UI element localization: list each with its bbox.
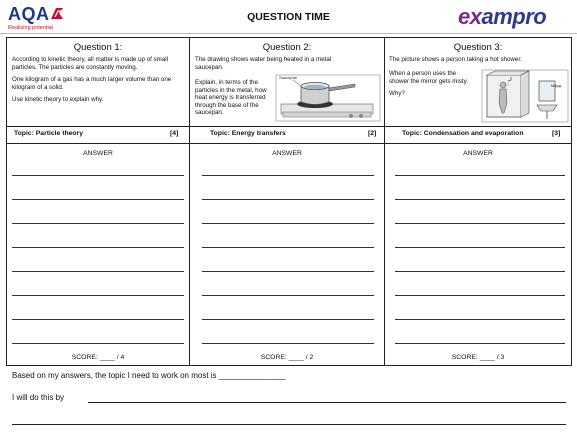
aqa-tagline: Realising potential bbox=[8, 25, 53, 31]
answer-line[interactable] bbox=[202, 199, 374, 200]
answer-line[interactable] bbox=[12, 175, 184, 176]
question-1-marks: [4] bbox=[170, 130, 179, 137]
plan-answer-line[interactable] bbox=[12, 424, 566, 425]
column-divider-2 bbox=[384, 37, 385, 366]
shower-figure bbox=[481, 69, 569, 123]
question-3-marks: [3] bbox=[552, 130, 561, 137]
mirror-label: Mirror bbox=[551, 83, 562, 88]
question-2-answer-label: ANSWER bbox=[272, 150, 302, 157]
question-3-paragraph: Why? bbox=[389, 90, 405, 98]
answer-line[interactable] bbox=[12, 223, 184, 224]
question-3-prompt bbox=[389, 70, 475, 103]
answer-line[interactable] bbox=[202, 175, 374, 176]
answer-line[interactable] bbox=[395, 343, 565, 344]
answer-line[interactable] bbox=[395, 199, 565, 200]
answer-line[interactable] bbox=[395, 271, 565, 272]
question-3-answer-label: ANSWER bbox=[463, 150, 493, 157]
page-title: QUESTION TIME bbox=[247, 11, 330, 23]
answer-line[interactable] bbox=[202, 319, 374, 320]
answer-line[interactable] bbox=[202, 343, 374, 344]
answer-line[interactable] bbox=[12, 247, 184, 248]
plan-answer-line[interactable] bbox=[88, 402, 566, 403]
answer-line[interactable] bbox=[202, 271, 374, 272]
column-divider-1 bbox=[189, 37, 190, 366]
question-1-paragraph: Use kinetic theory to explain why. bbox=[12, 96, 104, 104]
question-1-topic: Topic: Particle theory bbox=[14, 130, 83, 137]
question-1-paragraph: According to kinetic theory, all matter is made up of small particles. The particles are constantly moving. bbox=[12, 56, 169, 71]
question-2-marks: [2] bbox=[368, 130, 377, 137]
question-2-topic: Topic: Energy transfers bbox=[210, 130, 286, 137]
answer-line[interactable] bbox=[395, 175, 565, 176]
answer-line[interactable] bbox=[12, 343, 184, 344]
answer-line[interactable] bbox=[202, 295, 374, 296]
question-1-paragraph: One kilogram of a gas has a much larger volume than one kilogram of a solid. bbox=[12, 76, 172, 91]
grid-right-border bbox=[571, 37, 572, 366]
answer-line[interactable] bbox=[395, 223, 565, 224]
aqa-logo-text: AQA bbox=[8, 4, 50, 24]
question-1-title: Question 1: bbox=[73, 42, 123, 53]
answer-line[interactable] bbox=[12, 319, 184, 320]
exampro-logo-suffix: ampro bbox=[481, 4, 547, 29]
grid-top-border bbox=[6, 37, 572, 38]
header-divider bbox=[0, 33, 577, 34]
topic-row-top-border bbox=[6, 126, 572, 127]
question-3-intro: The picture shows a person taking a hot shower. bbox=[389, 56, 522, 63]
question-2-intro: The drawing shows water being heated in a metal saucepan. bbox=[195, 56, 332, 71]
question-3-paragraph: When a person uses the shower the mirror gets misty. bbox=[389, 70, 468, 85]
question-2-title: Question 2: bbox=[262, 42, 312, 53]
answer-line[interactable] bbox=[395, 247, 565, 248]
question-1-score: SCORE: ____ / 4 bbox=[71, 354, 125, 361]
answer-line[interactable] bbox=[395, 295, 565, 296]
reflection-plan-prompt: I will do this by bbox=[12, 393, 65, 402]
question-3-topic: Topic: Condensation and evaporation bbox=[402, 130, 524, 137]
grid-left-border bbox=[6, 37, 7, 366]
exampro-logo-prefix: ex bbox=[458, 4, 482, 29]
question-3-score: SCORE: ____ / 3 bbox=[451, 354, 505, 361]
question-3-title: Question 3: bbox=[453, 42, 503, 53]
exampro-logo bbox=[458, 4, 546, 30]
answer-line[interactable] bbox=[202, 247, 374, 248]
answer-line[interactable] bbox=[395, 319, 565, 320]
saucepan-figure bbox=[275, 74, 381, 122]
question-2-score: SCORE: ____ / 2 bbox=[260, 354, 314, 361]
reflection-topic-prompt: Based on my answers, the topic I need to work on most is _______________ bbox=[12, 371, 286, 380]
question-2-prompt: Explain, in terms of the particles in the metal, how heat energy is transferred through the base of the saucepan. bbox=[195, 79, 267, 117]
answer-line[interactable] bbox=[12, 271, 184, 272]
answer-line[interactable] bbox=[12, 295, 184, 296]
question-1-answer-label: ANSWER bbox=[83, 150, 113, 157]
answer-line[interactable] bbox=[202, 223, 374, 224]
saucepan-label: Saucepan bbox=[279, 75, 298, 80]
answer-line[interactable] bbox=[12, 199, 184, 200]
grid-bottom-border bbox=[6, 365, 572, 366]
answer-row-top-border bbox=[6, 143, 572, 144]
question-1-text bbox=[12, 56, 186, 109]
